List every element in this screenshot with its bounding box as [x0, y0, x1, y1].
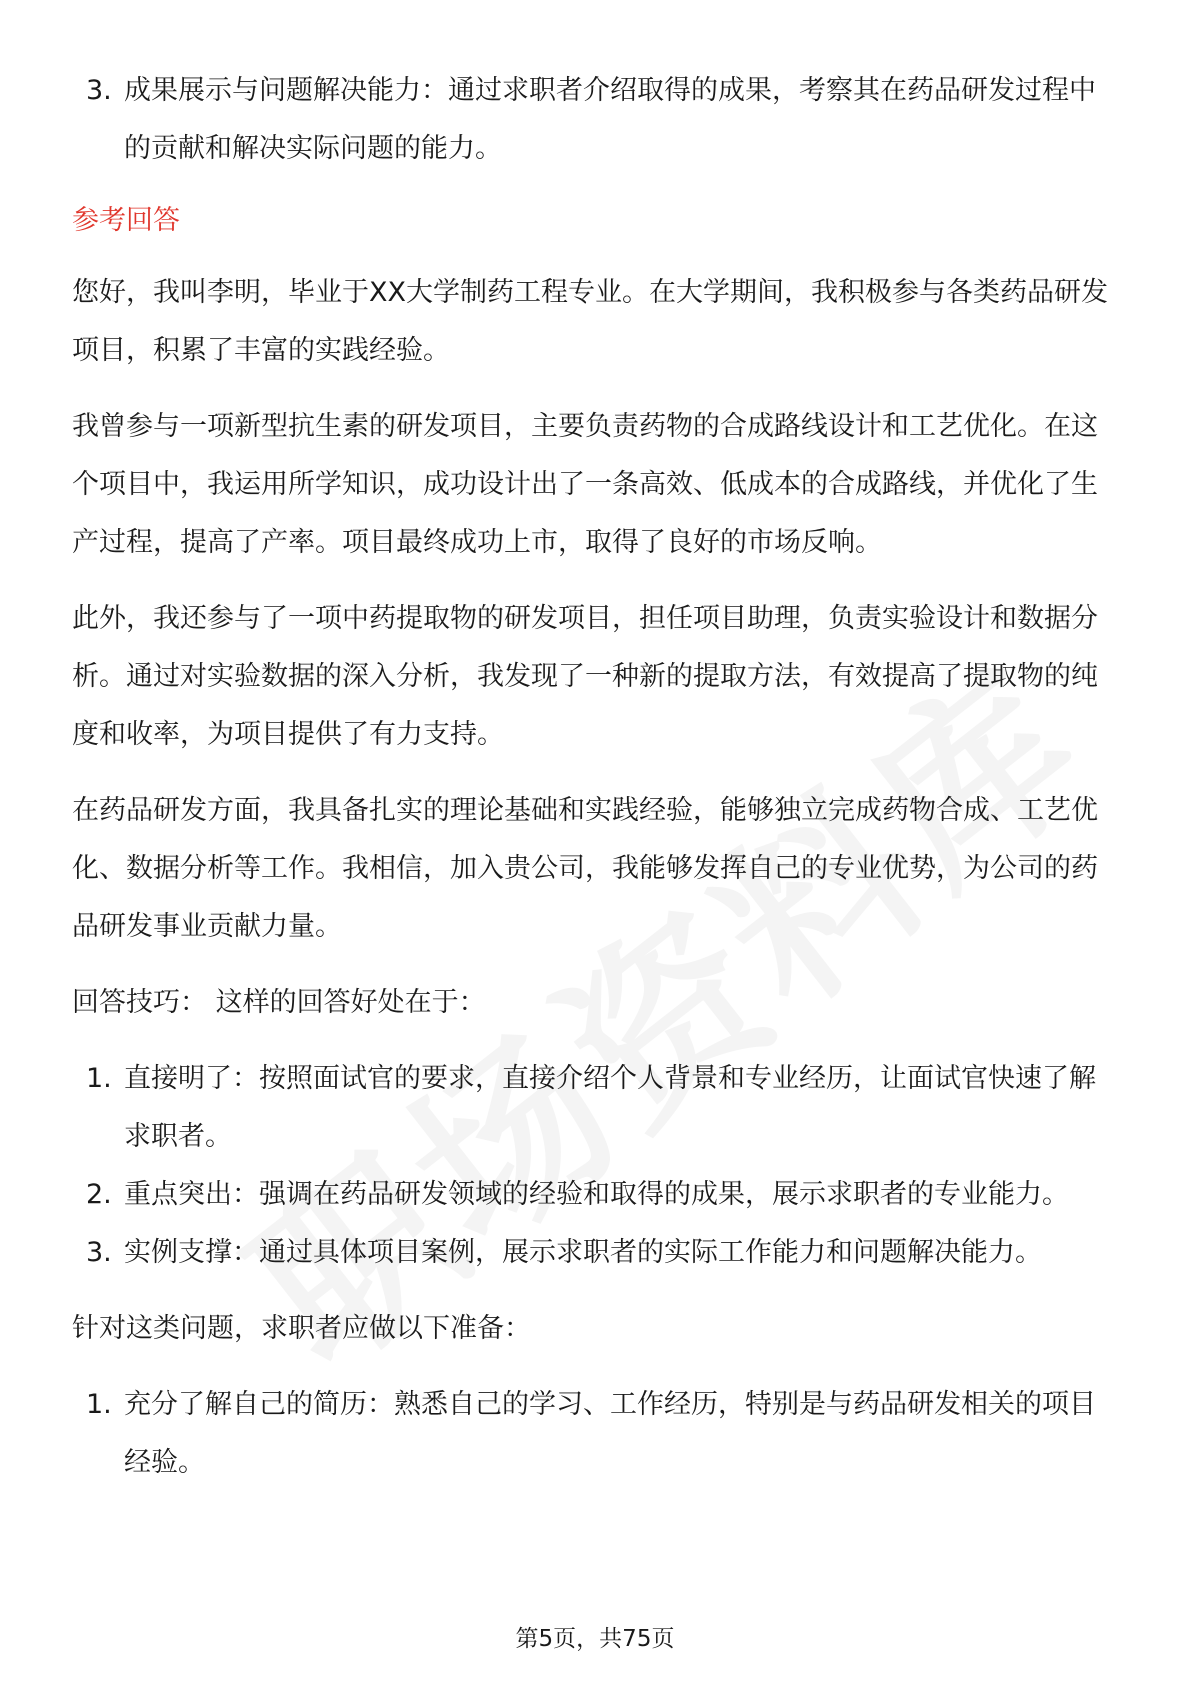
prep-intro: 针对这类问题，求职者应做以下准备：: [72, 1313, 531, 1344]
answer-paragraph: 我曾参与一项新型抗生素的研发项目，主要负责药物的合成路线设计和工艺优化。在这个项目中，我运用所学知识，成功设计出了一条高效、低成本的合成路线，并优化了生产过程，提高了产率。项目最终成功上市，取得了良好的市场反响。: [72, 411, 1098, 558]
list-item: [72, 1376, 1122, 1492]
evaluation-criteria-list: [72, 62, 1122, 178]
section-heading: 参考回答: [72, 205, 180, 236]
list-item-number: 2.: [86, 1179, 112, 1210]
answer-paragraph: 在药品研发方面，我具备扎实的理论基础和实践经验，能够独立完成药物合成、工艺优化、数据分析等工作。我相信，加入贵公司，我能够发挥自己的专业优势，为公司的药品研发事业贡献力量。: [72, 795, 1098, 942]
list-item: [72, 1050, 1122, 1166]
answer-paragraph: 您好，我叫李明，毕业于XX大学制药工程专业。在大学期间，我积极参与各类药品研发项目，积累了丰富的实践经验。: [72, 277, 1108, 366]
list-item: [72, 1224, 1122, 1282]
list-item-number: 3.: [86, 75, 112, 106]
list-item-number: 1.: [86, 1063, 112, 1094]
list-item: [72, 1166, 1122, 1224]
answer-paragraph: 此外，我还参与了一项中药提取物的研发项目，担任项目助理，负责实验设计和数据分析。通过对实验数据的深入分析，我发现了一种新的提取方法，有效提高了提取物的纯度和收率，为项目提供了有力支持。: [72, 603, 1098, 750]
document-body: [72, 62, 1122, 1492]
list-item-text: 实例支撑：通过具体项目案例，展示求职者的实际工作能力和问题解决能力。: [124, 1237, 1042, 1268]
list-item: [72, 62, 1122, 178]
list-item-text: 直接明了：按照面试官的要求，直接介绍个人背景和专业经历，让面试官快速了解求职者。: [124, 1063, 1096, 1152]
prep-list: [72, 1376, 1122, 1492]
tips-list: [72, 1050, 1122, 1282]
list-item-text: 充分了解自己的简历：熟悉自己的学习、工作经历，特别是与药品研发相关的项目经验。: [124, 1389, 1096, 1478]
list-item-text: 成果展示与问题解决能力：通过求职者介绍取得的成果，考察其在药品研发过程中的贡献和解决实际问题的能力。: [124, 75, 1096, 164]
page-number-footer: 第5页，共75页: [515, 1626, 675, 1652]
list-item-number: 3.: [86, 1237, 112, 1268]
list-item-number: 1.: [86, 1389, 112, 1420]
tips-intro: 回答技巧： 这样的回答好处在于：: [72, 987, 486, 1018]
list-item-text: 重点突出：强调在药品研发领域的经验和取得的成果，展示求职者的专业能力。: [124, 1179, 1069, 1210]
